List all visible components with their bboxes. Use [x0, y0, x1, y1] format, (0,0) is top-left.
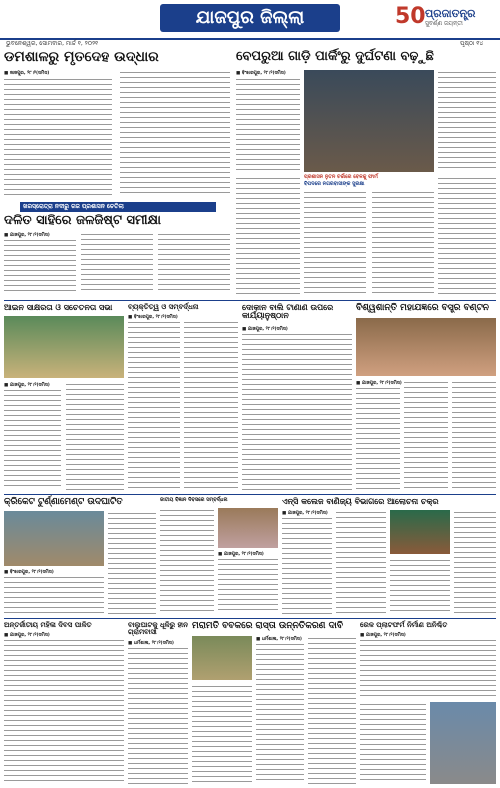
story-13 [128, 622, 188, 786]
story-12 [4, 622, 124, 786]
story-body [158, 232, 230, 292]
event-photo [4, 511, 104, 566]
story-body [336, 510, 386, 614]
story-body [356, 386, 400, 490]
story-headline: ରେଳ ପ୍ଲାଟଫର୍ମ ନିର୍ମାଣ ଅନିଶ୍ଚିତ [360, 621, 448, 629]
story-headline: ମରାମତି ବବକରେ ରାସ୍ତା ଉନ୍ନତିକରଣ ଦାବି [192, 621, 343, 631]
logo-number: 50 [395, 4, 426, 29]
story-dateline: ■ ଧର୍ମଶାଳା, ୨୮।୨(ସମିସ) [256, 637, 302, 642]
street-traffic-photo [304, 70, 434, 172]
story-body [4, 388, 61, 490]
story-headline: ଆଇନ ସାକ୍ଷରତା ଓ ସଚେତନତା ସଭା [4, 303, 113, 312]
story-4 [236, 50, 496, 298]
story-dateline: ■ ବିଂଝାରପୁର, ୨୮।୨(ସମିସ) [4, 570, 54, 575]
story-dateline: ■ ଜାଜପୁର, ୨୮।୨(ସମିସ) [4, 71, 50, 76]
event-photo [390, 510, 450, 554]
story-14 [192, 622, 356, 786]
story-dateline: ■ ବିଂଝାରପୁର, ୨୮।୨(ସମିସ) [128, 315, 178, 320]
story-body [360, 702, 426, 784]
page-number: ପୃଷ୍ଠା ୧୪ [460, 40, 484, 47]
event-photo [4, 316, 124, 378]
story-body [4, 77, 112, 197]
story-3 [4, 214, 230, 294]
story-15 [360, 622, 496, 786]
story-headline: ଅନ୍ତର୍ଜାତୀୟ ମହିଳା ଦିବସ ପାଳିତ [4, 621, 92, 629]
logo-name: ପ୍ରଜାତନ୍ତ୍ର [425, 7, 476, 20]
story-dateline: ■ ଯାଜପୁର, ୨୮।୨(ସମିସ) [242, 327, 288, 332]
story-body [282, 516, 332, 614]
story-body [236, 77, 300, 172]
story-headline: ଏନ୍‌ସି କଲେଜ ବାଣିଜ୍ୟ ବିଭାଗରେ ଆଲୋଚନା ଚକ୍ର [282, 497, 439, 506]
story-7 [242, 304, 352, 492]
story-dateline: ■ ଯାଜପୁର, ୨୮।୨(ସମିସ) [4, 233, 50, 238]
story-body [184, 320, 238, 490]
story-body [192, 684, 252, 784]
story-1 [4, 50, 230, 200]
story-headline: ବାଲୁଘାଟକୁ ଧୂଳିରୁ ହୀନ ଗ୍ରାମବାସୀ [128, 621, 188, 637]
event-photo [356, 318, 496, 376]
story-body [452, 380, 496, 490]
story-body [120, 70, 230, 197]
story-headline: ଡମଶାଳରୁ ମୃତଦେହ ଉଦ୍ଧାର [4, 49, 159, 65]
story-dateline: ■ ଯାଜପୁର, ୨୮।୨(ସମିସ) [4, 633, 50, 638]
story-body [308, 636, 356, 784]
story-dateline: ■ ଯାଜପୁର, ୨୮।୨(ସମିସ) [360, 633, 406, 638]
story-body [236, 176, 300, 296]
masthead [0, 0, 500, 40]
issue-date: ଭୁବନେଶ୍ୱର, ସୋମବାର, ମାର୍ଚ୍ଚ ୧, ୨୦୨୧ [6, 40, 99, 47]
story-dateline: ■ ବିଂଝାରପୁର, ୨୮।୨(ସମିସ) [236, 71, 286, 76]
road-photo [192, 636, 252, 680]
newspaper-logo [395, 4, 495, 30]
story-headline: ଦଳିତ ସାହିରେ ଜଳଜିଷ୍ଟ ସମୀକ୍ଷା [4, 213, 162, 228]
story-headline: ବେପରୁଆ ଗାଡ଼ି ପାର୍କିଂରୁ ଦୁର୍ଘଟଣା ବଢ଼ୁଛି [236, 49, 434, 64]
story-body [108, 511, 156, 614]
story-body [404, 380, 448, 490]
story-body [66, 382, 124, 490]
story-body [128, 320, 180, 490]
story-body [128, 646, 188, 784]
story-headline: ବିଶ୍ୱଶାନ୍ତି ମହାଯଜ୍ଞରେ ବସ୍ତ୍ର ବଣ୍ଟନ [356, 303, 490, 313]
story-6 [128, 304, 238, 492]
story-9 [4, 498, 156, 616]
story-subheading: ବିପଦରେ ନଗରବାସୀଙ୍କ ସୁରକ୍ଷା [304, 181, 365, 187]
railway-platform-photo [430, 702, 496, 784]
story-body [438, 70, 496, 172]
story-2-headline: ଖରସ୍ରୋତ୍ରା ନଦୀରୁ ଗଜ ପ୍ରଶାସନ ଚେତିଲା [20, 202, 216, 212]
story-dateline: ■ ଧର୍ମଶାଳା, ୨୮।୨(ସମିସ) [128, 641, 174, 646]
divider [4, 618, 496, 619]
story-body [4, 238, 76, 292]
story-body [438, 176, 496, 296]
story-body [4, 575, 104, 614]
story-body [160, 508, 214, 614]
divider [4, 300, 496, 301]
logo-tagline: ସୁବର୍ଣ୍ଣ ଜୟନ୍ତୀ [425, 20, 463, 27]
story-dateline: ■ ଯାଜପୁର, ୨୮।୨(ସମିସ) [356, 381, 402, 386]
story-8 [356, 304, 496, 492]
story-body [218, 557, 278, 614]
story-body [372, 190, 434, 296]
story-headline: ଦୋକାନ ବାଲି ଟାଣାଣ ଉପରେ କାର୍ଯ୍ୟାନୁଷ୍ଠାନ [242, 303, 334, 321]
story-body [454, 510, 496, 614]
event-photo [218, 508, 278, 548]
story-headline: କ୍ରିକେଟ ଟୁର୍ଣ୍ଣାମେଣ୍ଟ ଉଦଘାଟିତ [4, 497, 123, 507]
story-11 [282, 498, 496, 616]
story-subheading: ପ୍ରଶାସନ ନୁତନ ଚର୍ଚ୍ଚାରେ ବେଳକୁ ଫାର୍ମ [304, 174, 378, 180]
story-body [242, 332, 352, 490]
story-dateline: ■ ଯାଜପୁର, ୨୮।୨(ସମିସ) [282, 511, 328, 516]
story-dateline: ■ ଯାଜପୁର, ୨୮।୨(ସମିସ) [4, 383, 50, 388]
story-body [81, 232, 153, 292]
divider [4, 494, 496, 495]
story-body [304, 190, 366, 296]
story-5 [4, 304, 124, 492]
story-body [390, 558, 450, 614]
story-body [256, 642, 304, 784]
story-headline: ବ୍ୟକ୍ତିତ୍ୱ ଓ ସମ୍ବର୍ଦ୍ଧନା [128, 303, 199, 311]
story-body [360, 638, 496, 698]
page-title: ଯାଜପୁର ଜିଲ୍ଲା [160, 4, 340, 32]
story-dateline: ■ ଯାଜପୁର, ୨୮।୨(ସମିସ) [218, 552, 264, 557]
story-headline: ଜାତୀୟ ବିଜ୍ଞାନ ଦିବସରେ ସମ୍ବର୍ଦ୍ଧନା [160, 497, 228, 503]
story-10 [160, 498, 278, 616]
story-body [4, 638, 124, 784]
